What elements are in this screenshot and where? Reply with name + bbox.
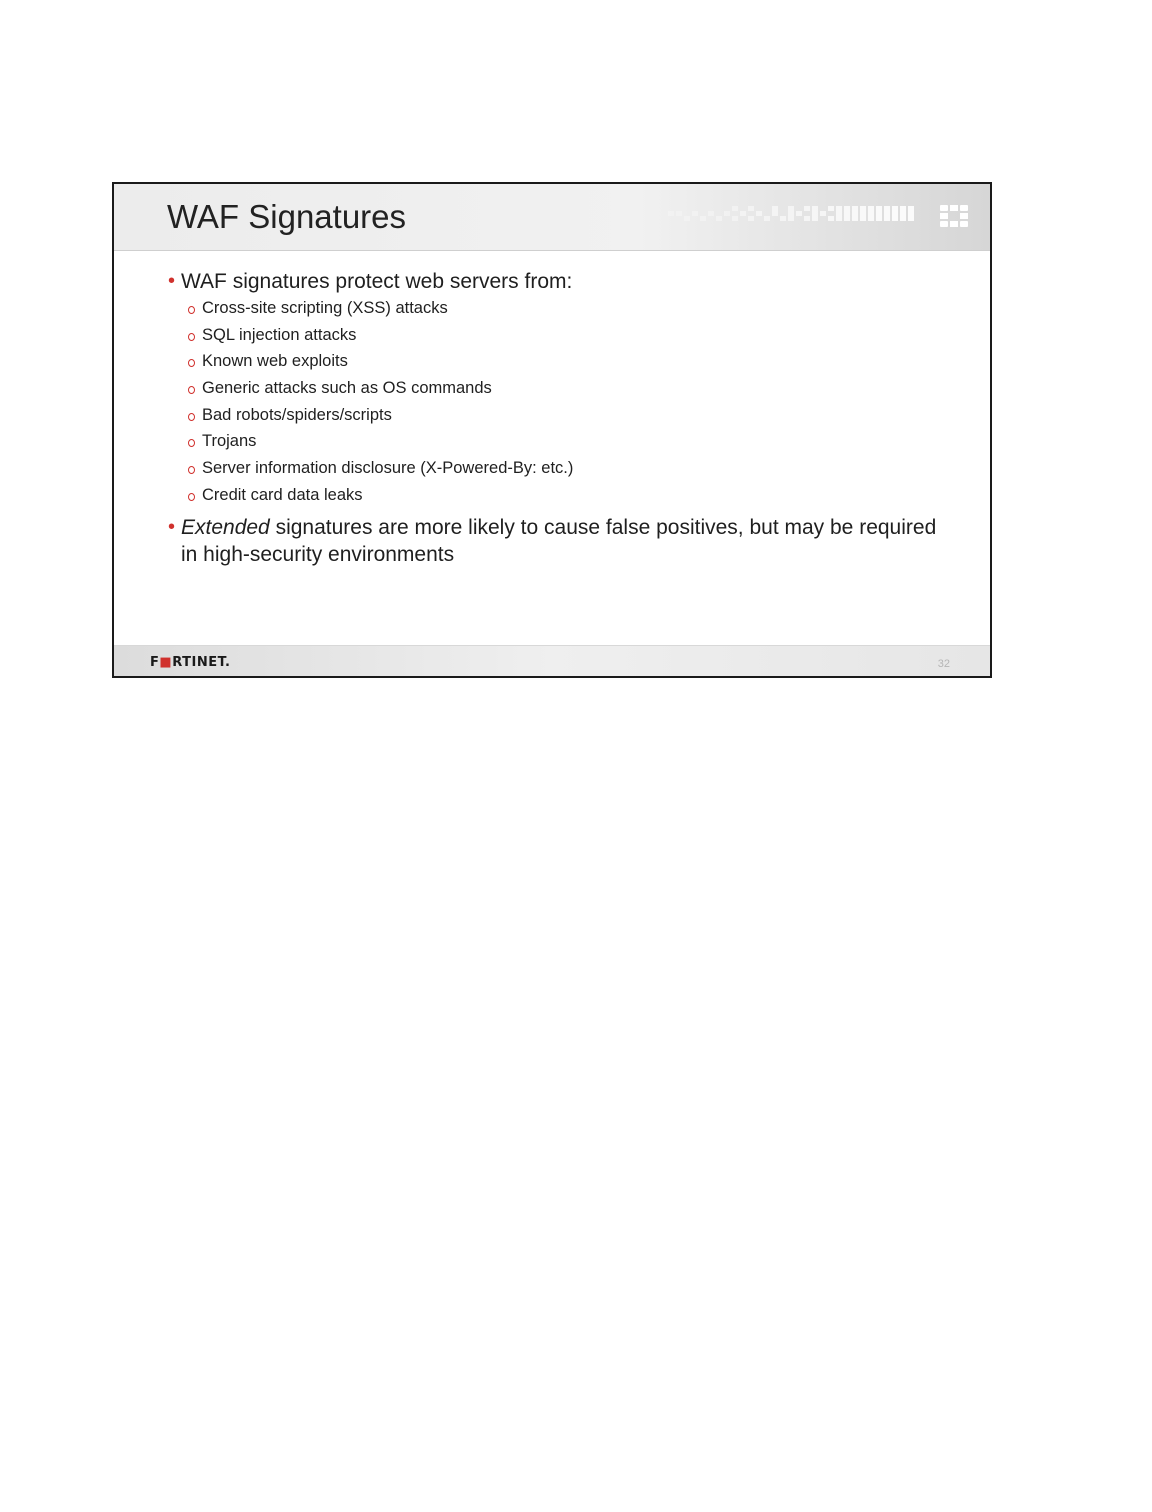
logo-mark: ■	[159, 655, 173, 670]
bullet-2	[168, 514, 948, 568]
footer-fortinet-logo	[150, 655, 230, 670]
sub-bullet-list	[168, 295, 948, 509]
bullet-1	[168, 268, 948, 295]
list-item	[168, 402, 948, 429]
bullet-dot: •	[168, 270, 176, 292]
sub-bullet-dot	[188, 333, 195, 341]
sub-bullet-dot	[188, 306, 195, 314]
list-item	[168, 295, 948, 322]
sub-bullet-dot	[188, 386, 195, 394]
list-item-label: Server information disclosure (X-Powered-By: etc.)	[202, 459, 574, 478]
list-item	[168, 455, 948, 482]
bullet-2-body: signatures are more likely to cause false positives, but may be required in high-security environments	[181, 515, 937, 566]
list-item	[168, 322, 948, 349]
bullet-1-text: WAF signatures protect web servers from:	[181, 270, 573, 293]
slide-content	[168, 268, 948, 568]
list-item	[168, 375, 948, 402]
sub-bullet-dot	[188, 359, 195, 367]
sub-bullet-dot	[188, 493, 195, 501]
bullet-dot: •	[168, 515, 176, 538]
list-item	[168, 348, 948, 375]
logo-prefix: F	[150, 655, 160, 670]
pixel-grid-icon	[668, 205, 968, 227]
title-bar	[114, 184, 990, 251]
bullet-2-emphasis: Extended	[181, 515, 270, 539]
list-item-label: Trojans	[202, 432, 257, 451]
footer-bar	[114, 645, 990, 676]
logo-suffix: RTINET.	[172, 655, 231, 670]
list-item-label: Known web exploits	[202, 352, 348, 371]
list-item-label: Bad robots/spiders/scripts	[202, 405, 392, 424]
fortinet-logo-icon	[940, 205, 968, 227]
slide-title: WAF Signatures	[167, 198, 407, 235]
slide	[112, 182, 992, 678]
sub-bullet-dot	[188, 466, 195, 474]
list-item-label: Generic attacks such as OS commands	[202, 379, 492, 398]
list-item-label: Cross-site scripting (XSS) attacks	[202, 299, 448, 317]
bullet-2-text	[181, 516, 936, 566]
list-item	[168, 482, 948, 509]
list-item-label: Credit card data leaks	[202, 485, 363, 504]
list-item	[168, 428, 948, 455]
list-item-label: SQL injection attacks	[202, 325, 357, 344]
page-number: 32	[937, 658, 950, 670]
sub-bullet-dot	[188, 439, 195, 447]
sub-bullet-dot	[188, 413, 195, 421]
